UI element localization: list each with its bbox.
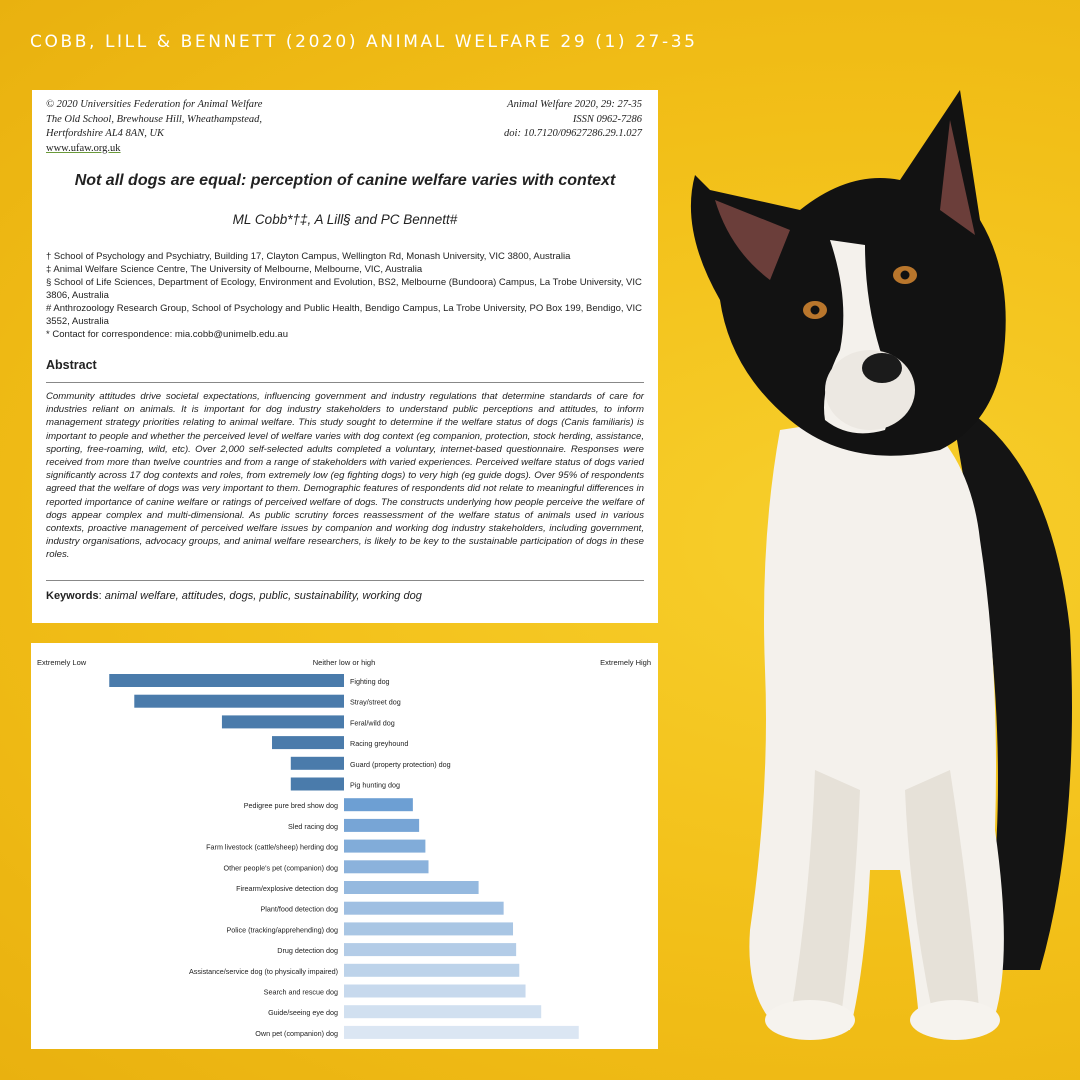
category-label: Guard (property protection) dog (350, 759, 451, 769)
publisher-line: © 2020 Universities Federation for Animal Welfare (46, 99, 263, 110)
bar (272, 736, 344, 749)
journal-info (504, 98, 642, 142)
bar (222, 715, 344, 728)
category-label: Racing greyhound (350, 739, 409, 749)
category-label: Plant/food detection dog (260, 904, 338, 914)
publisher-line: Hertfordshire AL4 8AN, UK (46, 128, 165, 139)
bar (344, 798, 413, 811)
bar (109, 674, 344, 687)
bar (344, 1005, 541, 1018)
keywords-list: animal welfare, attitudes, dogs, public, sustainability, working dog (104, 590, 422, 602)
category-label: Search and rescue dog (263, 987, 338, 997)
border-collie-image (650, 70, 1080, 1050)
correspondence-line: * Contact for correspondence: mia.cobb@unimelb.edu.au (46, 329, 289, 340)
category-label: Farm livestock (cattle/sheep) herding dog (206, 842, 338, 852)
bar (291, 757, 344, 770)
keywords-line: Keywords: animal welfare, attitudes, dogs, public, sustainability, working dog (46, 590, 422, 602)
welfare-bar-chart (31, 643, 658, 1049)
bar (291, 778, 344, 791)
journal-line: ISSN 0962-7286 (572, 113, 642, 125)
bar (344, 881, 479, 894)
category-label: Drug detection dog (277, 946, 338, 956)
bar (344, 860, 429, 873)
publisher-line: The Old School, Brewhouse Hill, Wheathampstead, (46, 113, 263, 125)
journal-line: doi: 10.7120/09627286.29.1.027 (504, 128, 642, 139)
category-label: Sled racing dog (288, 821, 338, 831)
category-label: Pedigree pure bred show dog (243, 801, 338, 811)
bar (344, 943, 516, 956)
scale-label-mid: Neither low or high (312, 658, 376, 667)
bar (344, 922, 513, 935)
category-label: Assistance/service dog (to physically impaired) (188, 966, 338, 976)
keywords-label: Keywords (46, 590, 99, 602)
bar (344, 840, 425, 853)
affiliation-line: ‡ Animal Welfare Science Centre, The University of Melbourne, Melbourne, VIC, Australia (46, 264, 423, 275)
category-label: Firearm/explosive detection dog (236, 884, 338, 893)
divider (46, 382, 644, 383)
category-label: Police (tracking/apprehending) dog (226, 925, 338, 935)
scale-label-high: Extremely High (600, 658, 651, 667)
bar (344, 964, 519, 977)
divider (46, 580, 644, 581)
category-label: Pig hunting dog (350, 780, 400, 790)
affiliation-line: # Anthrozoology Research Group, School of Psychology and Public Health, Bendigo Campus, La Trobe University, PO Box 199, Bendigo, VIC 3552, Australia (46, 303, 643, 327)
abstract-heading: Abstract (46, 358, 97, 372)
publisher-info (46, 98, 262, 156)
paper-first-page (32, 90, 658, 623)
bar (134, 695, 344, 708)
paper-title: Not all dogs are equal: perception of canine welfare varies with context (74, 172, 616, 189)
affiliation-line: † School of Psychology and Psychiatry, Building 17, Clayton Campus, Wellington Rd, Monash University, VIC 3800, Australia (46, 251, 571, 262)
scale-label-low: Extremely Low (37, 658, 87, 667)
category-label: Own pet (companion) dog (255, 1028, 338, 1038)
paper-authors: ML Cobb*†‡, A Lill§ and PC Bennett# (232, 212, 458, 227)
affiliation-line: § School of Life Sciences, Department of Ecology, Environment and Evolution, BS2, Melbourne (Bundoora) Campus, La Trobe University, VIC 3806, Australia (46, 277, 642, 301)
bar (344, 819, 419, 832)
welfare-chart-card (31, 643, 658, 1049)
bar (344, 902, 504, 915)
publisher-url[interactable]: www.ufaw.org.uk (46, 142, 121, 154)
bar (344, 985, 526, 998)
category-label: Feral/wild dog (350, 718, 395, 728)
abstract-text: Community attitudes drive societal expectations, influencing government and industry regulations that determine standards of care for industries reliant on animals. It is important for dog industry stakeholders to understand public perceptions and attitudes, to inform management strategy priorities relating to animal welfare. This study sought to determine if the welfare status of dogs (Canis familiaris) is important to people and whether the perceived level of welfare varies with dog context (eg companion, protection, stock herding, assistance, sporting, free-roaming, wild, etc). Over 2,000 self-selected adults completed a voluntary, internet-based questionnaire. Responses were received from more than twelve countries and from a range of stakeholders with varied experiences. Perceived welfare status of dogs varied significantly across 17 dog contexts and roles, from extremely low (eg fighting dogs) to very high (eg guide dogs). Over 95% of respondents agreed that the welfare of dogs was very important to them. Demographic features of respondents did not relate to meaningful differences in reported importance of canine welfare or ratings of perceived welfare of dogs. The constructs underlying how people perceive the welfare of dogs appear complex and multi-dimensional. As public scrutiny forces reassessment of the welfare status of animals used in various contexts, proactive management of perceived welfare issues by companion and working dog industry stakeholders, including government, industry organisations, advocacy groups, and animal welfare researchers, is likely to be key to the sustainable participation of dogs in these roles. (46, 391, 644, 561)
category-label: Guide/seeing eye dog (268, 1008, 338, 1018)
category-label: Other people's pet (companion) dog (223, 863, 338, 873)
journal-line: Animal Welfare 2020, 29: 27-35 (507, 99, 642, 110)
category-label: Fighting dog (350, 677, 390, 686)
citation-header: COBB, LILL & BENNETT (2020) ANIMAL WELFARE 29 (1) 27-35 (30, 32, 698, 52)
affiliations (46, 250, 644, 341)
bar (344, 1026, 579, 1039)
category-label: Stray/street dog (350, 697, 401, 707)
